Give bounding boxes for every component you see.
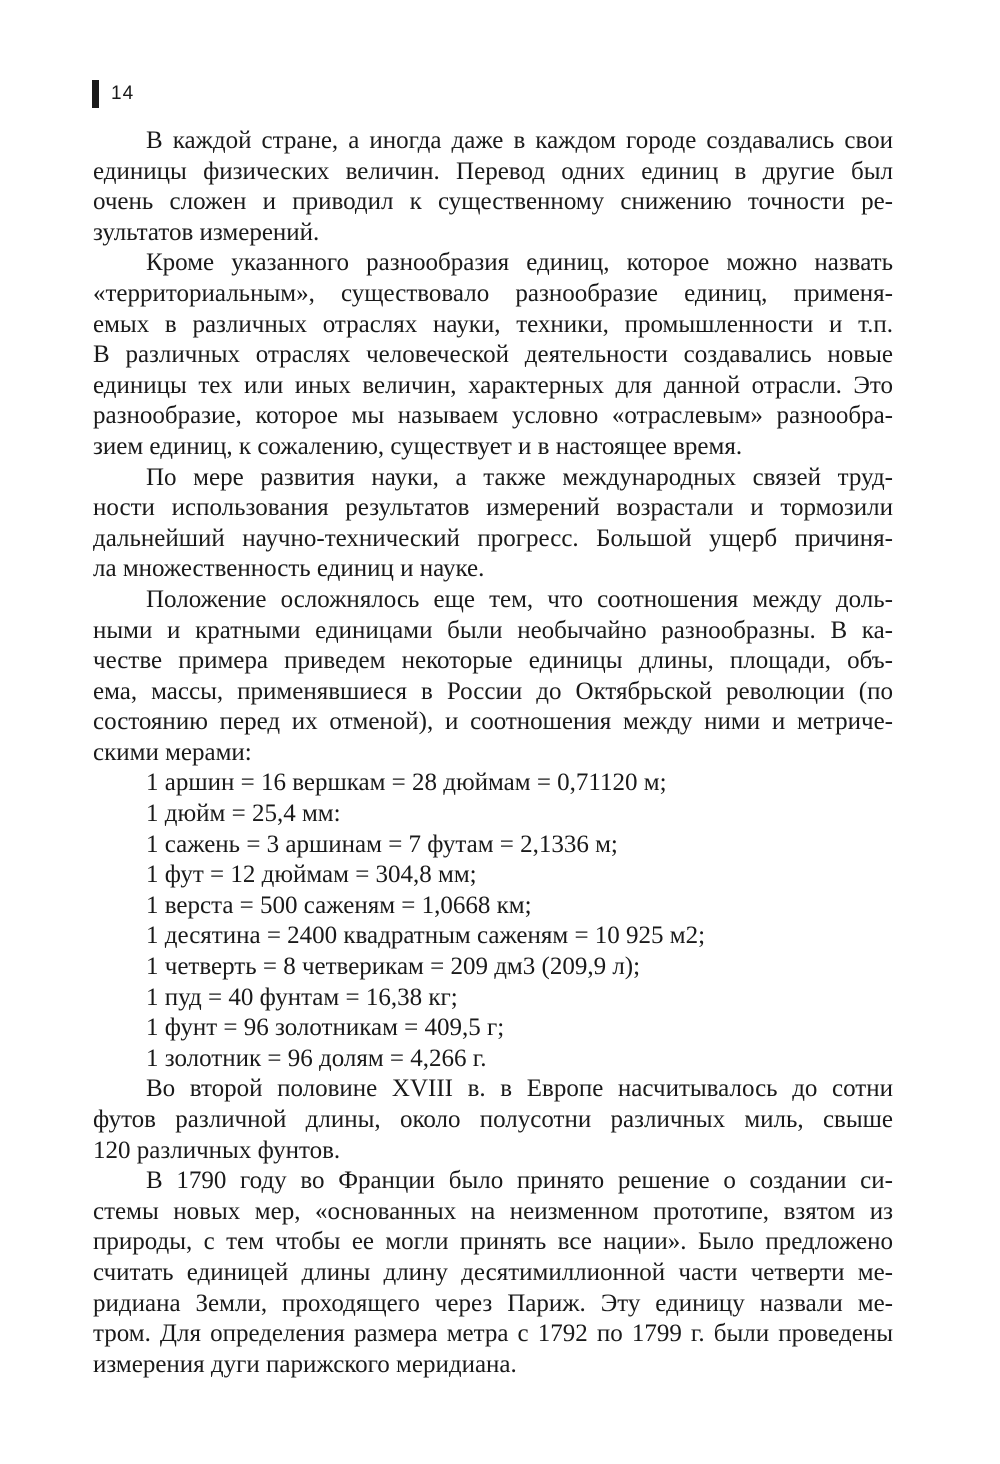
text-line: Во второй половине XVIII в. в Европе насчитывалось до сотни <box>146 1075 893 1103</box>
unit-conversion: 1 четверть = 8 четверикам = 209 дм3 (209,9 л); <box>146 953 641 981</box>
text-line: единицы тех или иных величин, характерных для данной отрасли. Это <box>93 371 893 399</box>
header-bar-marker <box>92 80 99 108</box>
text-line: разнообразие, которое мы называем условно «отраслевым» разнообра- <box>93 402 893 430</box>
text-line: тром. Для определения размера метра с 1792 по 1799 г. были проведены <box>93 1320 893 1348</box>
unit-conversion: 1 пуд = 40 фунтам = 16,38 кг; <box>146 983 458 1011</box>
text-line: 120 различных фунтов. <box>93 1136 341 1164</box>
paragraph-4 <box>93 585 893 769</box>
text-line: ла множественность единиц и науке. <box>93 555 485 583</box>
text-line: измерения дуги парижского меридиана. <box>93 1350 517 1378</box>
paragraph-6 <box>93 1166 893 1380</box>
unit-conversion: 1 фут = 12 дюймам = 304,8 мм; <box>146 861 477 889</box>
units-list <box>93 768 893 1074</box>
text-line: В 1790 году во Франции было принято решение о создании си- <box>146 1167 893 1195</box>
text-line: зием единиц, к сожалению, существует и в настоящее время. <box>93 432 743 460</box>
text-line: «территориальным», существовало разнообразие единиц, применя- <box>93 279 893 307</box>
text-line: зультатов измерений. <box>93 218 320 246</box>
unit-conversion: 1 сажень = 3 аршинам = 7 футам = 2,1336 м; <box>146 830 618 858</box>
unit-conversion: 1 фунт = 96 золотникам = 409,5 г; <box>146 1014 505 1042</box>
paragraph-2 <box>93 248 893 462</box>
text-line: ными и кратными единицами были необычайно разнообразны. В ка- <box>93 616 893 644</box>
text-line: По мере развития науки, а также международных связей труд- <box>146 463 893 491</box>
text-line: дальнейший научно-технический прогресс. Большой ущерб причиня- <box>93 524 893 552</box>
unit-conversion: 1 дюйм = 25,4 мм: <box>146 800 341 828</box>
text-line: футов различной длины, около полусотни различных миль, свыше <box>93 1106 893 1133</box>
unit-conversion: 1 десятина = 2400 квадратным саженям = 10 925 м2; <box>146 922 706 950</box>
text-line: считать единицей длины длину десятимиллионной части четверти ме- <box>93 1258 893 1286</box>
text-line: скими мерами: <box>93 738 252 766</box>
paragraph-5 <box>93 1074 893 1166</box>
unit-conversion: 1 верста = 500 саженям = 1,0668 км; <box>146 891 532 919</box>
paragraph-1 <box>93 126 893 248</box>
text-line: ридиана Земли, проходящего через Париж. Эту единицу назвали ме- <box>93 1289 893 1317</box>
page-number: 14 <box>111 83 135 104</box>
text-line: емых в различных отраслях науки, техники, промышленности и т.п. <box>93 310 893 338</box>
unit-conversion: 1 золотник = 96 долям = 4,266 г. <box>146 1044 487 1072</box>
text-line: честве примера приведем некоторые единицы длины, площади, объ- <box>93 647 893 675</box>
text-line: Положение осложнялось еще тем, что соотношения между доль- <box>146 585 893 613</box>
unit-conversion: 1 аршин = 16 вершкам = 28 дюймам = 0,71120 м; <box>146 769 667 797</box>
text-line: единицы физических величин. Перевод одних единиц в другие был <box>93 157 893 185</box>
text-line: В различных отраслях человеческой деятельности создавались новые <box>93 341 893 369</box>
page-body <box>93 126 893 1380</box>
paragraph-3 <box>93 463 893 585</box>
text-line: стемы новых мер, «основанных на неизменном прототипе, взятом из <box>93 1197 893 1225</box>
text-line: ема, массы, применявшиеся в России до Октябрьской революции (по <box>93 677 893 705</box>
text-line: природы, с тем чтобы ее могли принять все нации». Было предложено <box>93 1228 893 1256</box>
text-line: очень сложен и приводил к существенному снижению точности ре- <box>93 188 893 216</box>
page-header <box>92 80 134 108</box>
text-line: ности использования результатов измерений возрастали и тормозили <box>93 494 893 522</box>
text-line: состоянию перед их отменой), и соотношения между ними и метриче- <box>93 708 893 736</box>
text-line: Кроме указанного разнообразия единиц, которое можно назвать <box>146 249 893 277</box>
text-line: В каждой стране, а иногда даже в каждом городе создавались свои <box>146 127 893 154</box>
